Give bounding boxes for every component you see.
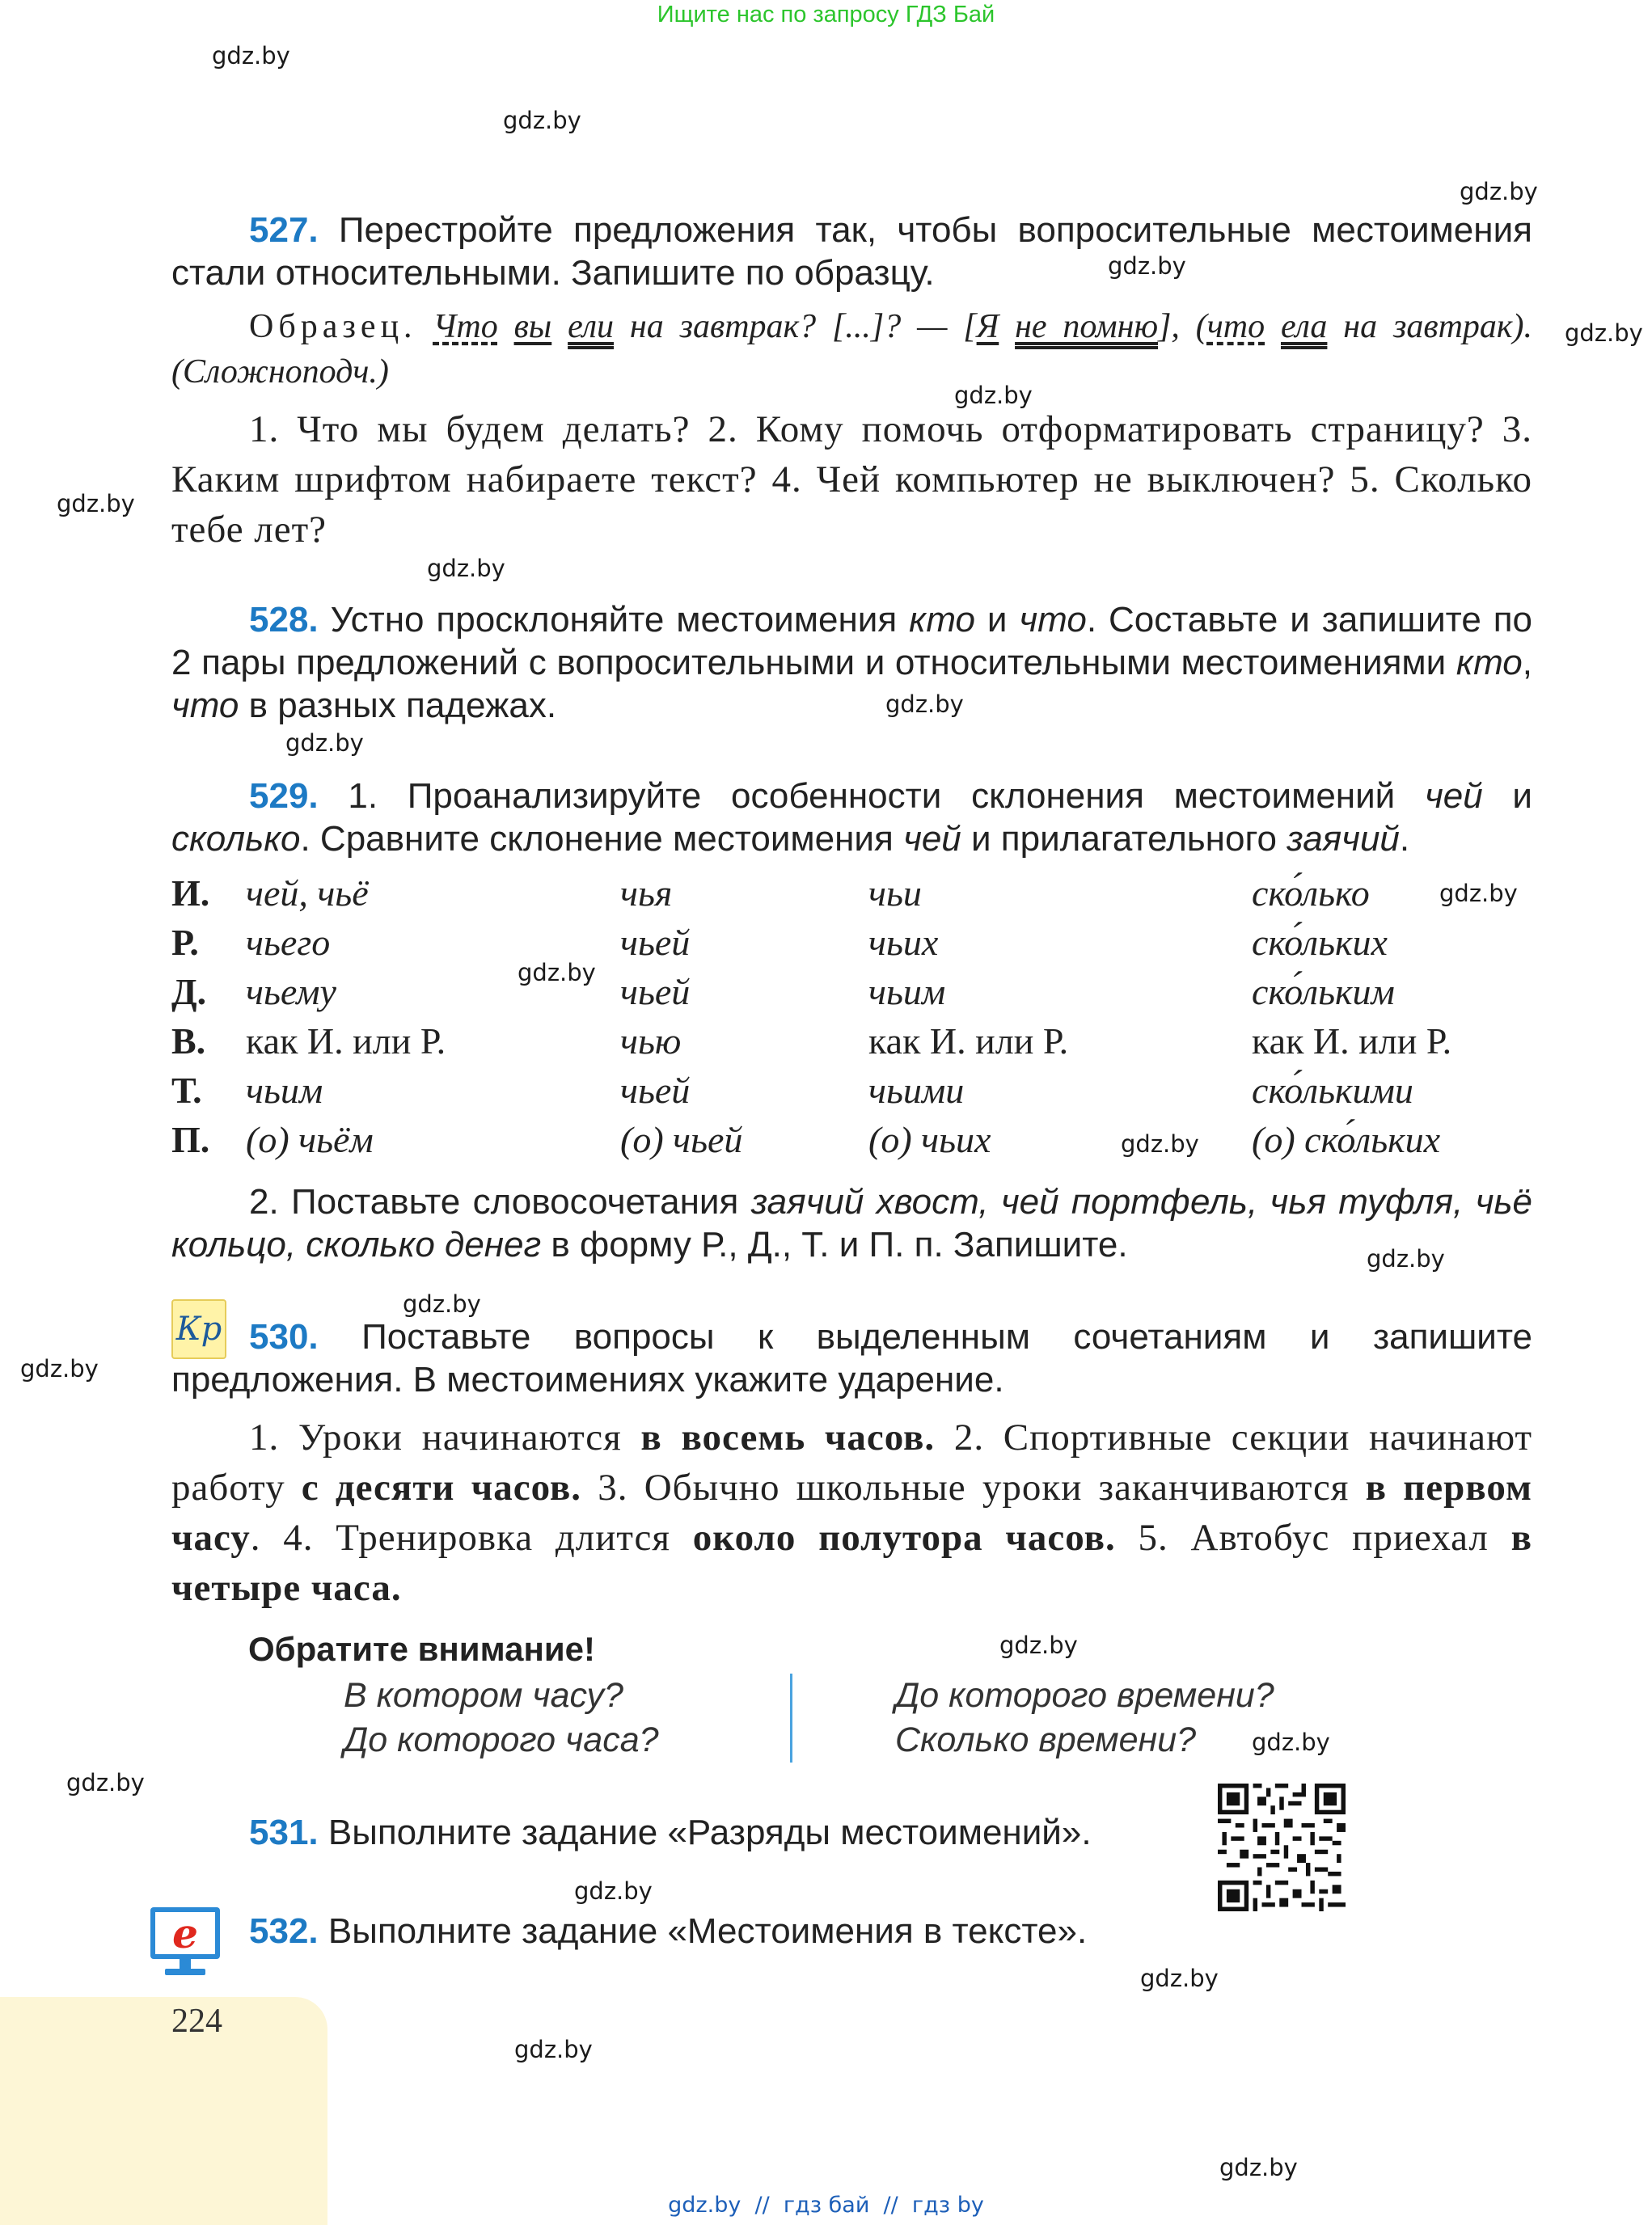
watermark: gdz.by	[1121, 1130, 1199, 1158]
top-banner: Ищите нас по запросу ГДЗ Бай	[657, 2, 995, 27]
table-row: Т. чьим чьей чьими ско́лькими	[171, 1070, 1413, 1111]
page-number: 224	[171, 2003, 222, 2040]
exercise-530	[171, 1315, 1532, 1613]
exercise-527-sample: Образец. Что вы ели на завтрак? [...]? — [Я не помню], (что ела на завтрак). (Сложноподч.)	[171, 308, 1533, 391]
watermark: gdz.by	[574, 1877, 653, 1905]
exercise-number: 531.	[249, 1813, 319, 1852]
exercise-530-sentences: 1. Уроки начинаются в восемь часов. 2. Спортивные секции начинают работу с десяти часов. 3. Обычно школьные уроки заканчиваются в первом часу. 4. Тренировка длится около полутора часов. 5. Автобус приехал в четыре часа.	[171, 1416, 1532, 1609]
exercise-number: 532.	[249, 1911, 319, 1951]
watermark: gdz.by	[57, 490, 135, 517]
watermark: gdz.by	[1108, 252, 1186, 280]
watermark: gdz.by	[427, 555, 505, 582]
watermark: gdz.by	[1252, 1729, 1330, 1756]
watermark: gdz.by	[1367, 1245, 1445, 1273]
watermark: gdz.by	[1565, 319, 1643, 347]
watermark: gdz.by	[1460, 178, 1538, 205]
notice-left-column: В котором часу? До которого часа?	[344, 1676, 659, 1759]
qr-code-icon[interactable]	[1218, 1784, 1346, 1911]
exercise-532: 532. Выполните задание «Местоимения в тексте».	[249, 1911, 1088, 1951]
notice-divider	[790, 1674, 792, 1763]
exercise-number: 527.	[249, 210, 319, 250]
watermark: gdz.by	[885, 690, 964, 718]
table-row: П. (о) чьём (о) чьей (о) чьих (о) ско́льких	[171, 1119, 1441, 1160]
watermark: gdz.by	[954, 382, 1033, 409]
watermark: gdz.by	[212, 42, 290, 70]
exercise-529-task: 529. 1. Проанализируйте особенности склонения местоимений чей и сколько. Сравните склонение местоимения чей и прилагательного заячий.	[171, 776, 1532, 859]
watermark: gdz.by	[403, 1290, 481, 1318]
exercise-number: 528.	[249, 600, 319, 640]
notice-right-column: До которого времени? Сколько времени?	[895, 1676, 1274, 1759]
table-row: В. как И. или Р. чью как И. или Р. как И. или Р.	[171, 1020, 1452, 1062]
table-row: Р. чьего чьей чьих ско́льких	[171, 922, 1388, 963]
svg-text:e: e	[172, 1910, 198, 1957]
exercise-528	[171, 598, 1532, 727]
watermark: gdz.by	[20, 1355, 99, 1383]
exercise-527	[171, 209, 1532, 555]
exercise-529	[171, 775, 1532, 860]
exercise-527-task: 527. Перестройте предложения так, чтобы вопросительные местоимения стали относительными. Запишите по образцу.	[171, 210, 1532, 293]
watermark: gdz.by	[1140, 1965, 1219, 1992]
exercise-527-sentences: 1. Что мы будем делать? 2. Кому помочь отформатировать страницу? 3. Каким шрифтом набираете текст? 4. Чей компьютер не выключен? 5. Сколько тебе лет?	[171, 408, 1532, 551]
exercise-number: 529.	[249, 776, 319, 816]
control-work-icon: Кр	[171, 1299, 226, 1359]
watermark: gdz.by	[518, 959, 596, 986]
exercise-528-task: 528. Устно просклоняйте местоимения кто и что. Составьте и запишите по 2 пары предложений с вопросительными и относительными местоимениями кто, что в разных падежах.	[171, 600, 1532, 725]
watermark: gdz.by	[285, 729, 364, 757]
watermark: gdz.by	[999, 1632, 1078, 1659]
notice-title: Обратите внимание!	[248, 1630, 596, 1668]
table-row: Д. чьему чьей чьим ско́льким	[171, 971, 1395, 1012]
footer-links[interactable]: gdz.by // гдз бай // гдз by	[668, 2193, 984, 2218]
watermark: gdz.by	[1439, 880, 1518, 907]
exercise-530-task: 530. Поставьте вопросы к выделенным сочетаниям и запишите предложения. В местоимениях укажите ударение.	[171, 1317, 1532, 1400]
watermark: gdz.by	[514, 2036, 593, 2063]
exercise-531: 531. Выполните задание «Разряды местоимений».	[249, 1813, 1092, 1852]
watermark: gdz.by	[1219, 2154, 1298, 2181]
table-row: И. чей, чьё чья чьи ско́лько	[171, 872, 1370, 914]
exercise-529-part2: 2. Поставьте словосочетания заячий хвост, чей портфель, чья туфля, чьё кольцо, сколько денег в форму Р., Д., Т. и П. п. Запишите.	[171, 1182, 1532, 1264]
watermark: gdz.by	[503, 107, 581, 134]
exercise-number: 530.	[249, 1317, 319, 1357]
watermark: gdz.by	[66, 1769, 145, 1796]
page-corner	[0, 1997, 327, 2225]
